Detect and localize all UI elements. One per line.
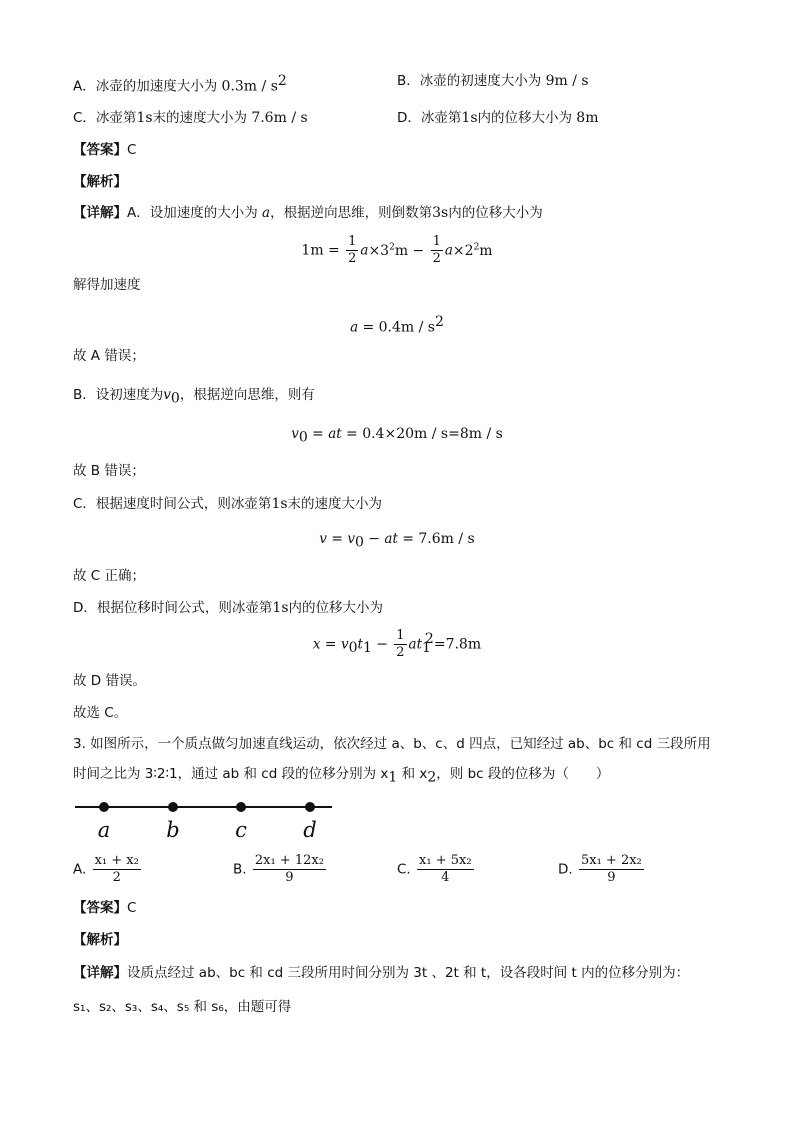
detail-a-text-2: ，根据逆向思维，则倒数第 (270, 205, 433, 221)
answer-value: C (127, 142, 137, 158)
option-d (397, 108, 598, 128)
q3-stem-text-1: 3. 如图所示，一个质点做匀加速直线运动，依次经过 a、b、c、d 四点，已知经过 ab、bc 和 cd 三段所用 (73, 736, 711, 752)
equation-5-rhs: =7.8m (433, 636, 482, 653)
q3-option-a-letter: A. (73, 861, 87, 878)
detail-a-text: A．设加速度的大小为 (127, 205, 258, 221)
option-c-value: 7.6m / s (251, 110, 308, 126)
q3-answer-label: 【答案】 (73, 900, 127, 916)
q3-analysis-line (73, 930, 127, 950)
q3-option-d (558, 853, 646, 886)
c-right-line (73, 566, 145, 586)
q3-answer-line (73, 898, 136, 918)
detail-c-text: C．根据速度时间公式，则冰壶第 (73, 496, 272, 512)
equation-4-rhs: = 7.6m / s (402, 531, 475, 547)
q3-option-b (233, 853, 328, 886)
q3-option-d-letter: D. (558, 861, 573, 878)
detail-line-a: 【详解】A．设加速度的大小为 a，根据逆向思维，则倒数第3s内的位移大小为 (73, 205, 543, 221)
detail-c-text-2: 末的速度大小为 (287, 496, 383, 512)
b-wrong-line (73, 461, 145, 481)
q3-option-c-letter: C. (397, 861, 411, 878)
q3-option-c-num: x₁ + 5x₂ (419, 853, 472, 868)
points-diagram (70, 795, 340, 845)
q3-stem-line-1 (73, 734, 711, 754)
q3-analysis-label: 【解析】 (73, 932, 127, 948)
equation-4: $v = v_0$ − at = 7.6m / s (319, 531, 475, 551)
q3-detail-label: 【详解】 (73, 965, 127, 981)
option-a-value: 0.3m / s (221, 78, 278, 95)
option-a-text: A．冰壶的加速度大小为 (73, 78, 218, 95)
b-wrong-text: 故 B 错误； (73, 463, 145, 479)
q3-detail-text-2: s₁、s₂、s₃、s₄、s₅ 和 s₆，由题可得 (73, 999, 292, 1015)
q3-option-d-den: 9 (607, 870, 616, 885)
choose-text: 故选 C。 (73, 705, 128, 721)
detail-d-text-2: 内的位移大小为 (288, 600, 383, 616)
point-c-dot (236, 802, 246, 812)
option-b-value: 9m / s (545, 73, 589, 89)
a-wrong-line (73, 346, 145, 366)
option-c (73, 108, 308, 128)
detail-line-c (73, 494, 382, 514)
option-d-text: D．冰壶第 (397, 110, 462, 126)
point-b-label: b (166, 818, 180, 842)
q3-option-d-num: 5x₁ + 2x₂ (580, 853, 642, 868)
detail-c-time: 1s (271, 496, 288, 512)
q3-detail-line-2 (73, 997, 291, 1017)
option-c-time: 1s (136, 110, 153, 126)
d-wrong-line (73, 671, 146, 691)
option-d-time: 1s (461, 110, 478, 126)
option-c-text: C．冰壶第 (73, 110, 137, 126)
q3-detail-text-1: 设质点经过 ab、bc 和 cd 三段所用时间分别为 3t 、2t 和 t，设各段时间 t 内的位移分别为： (127, 965, 690, 981)
equation-3: $v_0$ = at = 0.4×20m / s=8m / s (291, 426, 503, 446)
option-d-value: 8m (576, 110, 599, 126)
a-wrong-text: 故 A 错误； (73, 348, 145, 364)
option-b-text: B．冰壶的初速度大小为 (397, 73, 542, 89)
equation-1: 1m = $\frac{1}{2}$ $a\times 3^2m$ − $\frac{1}{2}$ $a\times 2^2m$ (301, 234, 493, 266)
q3-option-a-num: x₁ + x₂ (94, 853, 139, 868)
detail-a-text-3: 内的位移大小为 (448, 205, 543, 221)
q3-option-c (397, 853, 476, 886)
q3-stem-line-2: 时间之比为 3∶2∶1，通过 ab 和 cd 段的位移分别为 $x_1$ 和 $x_2$，则 bc 段的位移为（ ） (73, 766, 610, 786)
q3-stem-text-2b: 和 x (397, 766, 428, 782)
q3-option-b-num: 2x₁ + 12x₂ (254, 853, 324, 868)
equation-3-rhs: = 0.4×20m / s=8m / s (346, 426, 503, 442)
q3-answer-value: C (127, 900, 137, 916)
c-right-text: 故 C 正确； (73, 568, 146, 584)
option-a: A．冰壶的加速度大小为 $0.3m / s^2$ (73, 73, 287, 95)
q3-option-b-letter: B. (233, 861, 247, 878)
equation-5: $x = v_0t_1$ − $\frac{1}{2}$ $at_1^2=7.8m$ (312, 628, 482, 660)
q3-option-c-den: 4 (441, 870, 450, 885)
option-b (397, 71, 589, 91)
analysis-label-text: 【解析】 (73, 174, 127, 190)
point-c-label: c (235, 818, 247, 842)
equation-1-lhs: 1m = (301, 242, 340, 259)
q3-option-a-den: 2 (112, 870, 121, 885)
detail-label: 【详解】 (73, 205, 127, 221)
q3-detail-line-1 (73, 963, 689, 983)
choose-line (73, 703, 127, 723)
equation-2-rhs: = 0.4m / s (362, 319, 435, 336)
q3-stem-text-2a: 时间之比为 3∶2∶1，通过 ab 和 cd 段的位移分别为 x (73, 766, 389, 782)
detail-line-b: B．设初速度为$v_0$，根据逆向思维，则有 (73, 387, 315, 407)
point-a-dot (99, 802, 109, 812)
d-wrong-text: 故 D 错误。 (73, 673, 146, 689)
answer-label: 【答案】 (73, 142, 127, 158)
solve-accel-text: 解得加速度 (73, 277, 141, 293)
detail-line-d (73, 598, 383, 618)
point-a-label: a (97, 818, 111, 842)
equation-2: $a = 0.4m / s^2$ (350, 314, 444, 336)
detail-b-text: B．设初速度为 (73, 387, 164, 403)
option-c-text-2: 末的速度大小为 (152, 110, 248, 126)
detail-b-text-2: ，根据逆向思维，则有 (179, 387, 315, 403)
q3-stem-text-2c: ，则 bc 段的位移为（ ） (436, 766, 610, 782)
detail-a-time: 3s (432, 205, 449, 221)
point-d-label: d (303, 818, 317, 842)
answer-line (73, 140, 136, 160)
solve-accel-line (73, 275, 141, 295)
analysis-label (73, 172, 127, 192)
option-d-text-2: 内的位移大小为 (477, 110, 572, 126)
detail-d-time: 1s (272, 600, 289, 616)
q3-option-b-den: 9 (285, 870, 294, 885)
detail-d-text: D．根据位移时间公式，则冰壶第 (73, 600, 273, 616)
q3-option-a (73, 853, 143, 886)
point-d-dot (305, 802, 315, 812)
point-b-dot (168, 802, 178, 812)
